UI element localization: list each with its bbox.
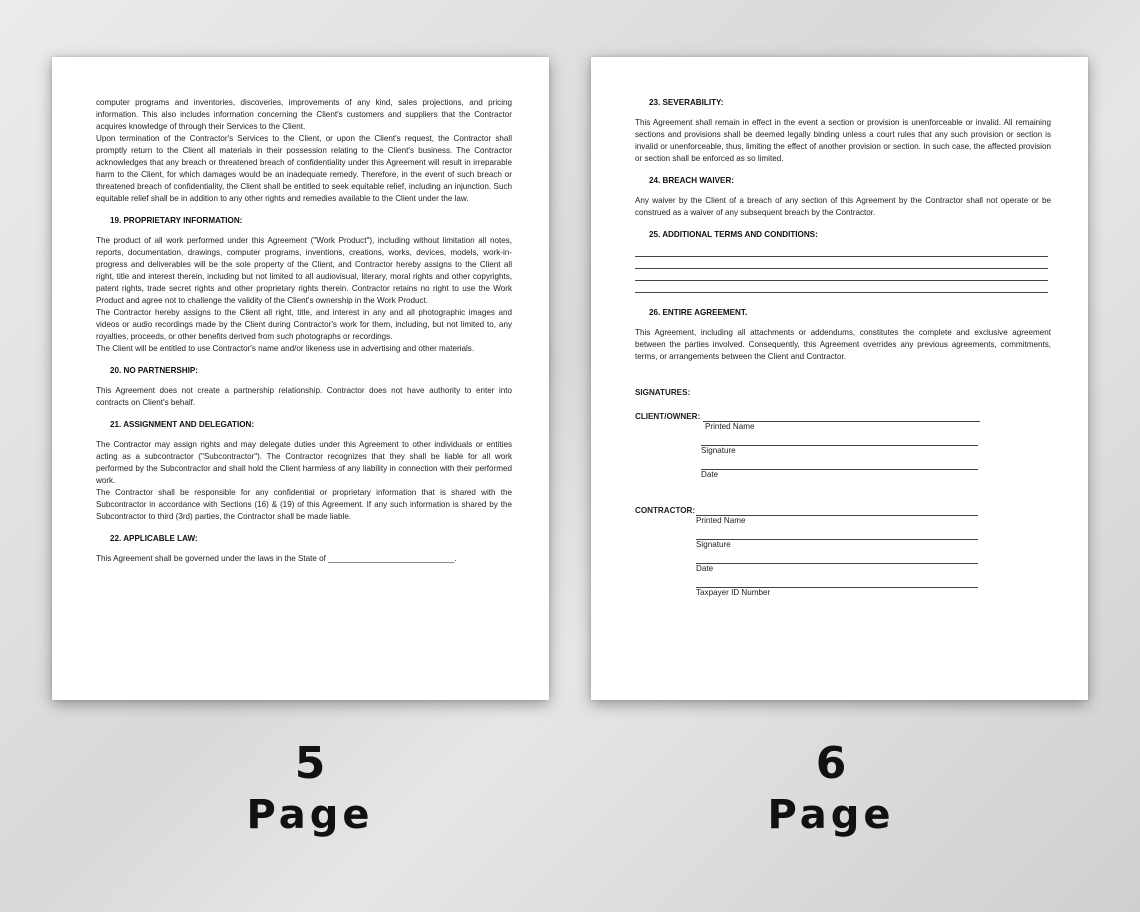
field-label: Date xyxy=(696,564,714,573)
signature-line xyxy=(701,459,978,470)
client-printed-name-field[interactable] xyxy=(703,411,981,435)
paragraph: The Client will be entitled to use Contractor's name and/or likeness use in advertising and other materials. xyxy=(96,344,475,353)
section-heading: 22. APPLICABLE LAW: xyxy=(110,534,198,543)
section-heading: 23. SEVERABILITY: xyxy=(649,98,724,107)
field-label: Printed Name xyxy=(705,422,755,431)
page-6-content xyxy=(635,97,1051,615)
field-label: Signature xyxy=(696,540,731,549)
paragraph: computer programs and inventories, discoveries, improvements of any kind, sales projections, and pricing information. This also includes information concerning the Client's customers and suppliers that the Contractor acquires knowledge of through their Services to the Client. xyxy=(96,98,512,131)
paragraph: The Contractor shall be responsible for any confidential or proprietary information that is shared with the Subcontractor in accordance with Sections (16) & (19) of this Agreement. If any such information is shared by the Subcontractor to third (3rd) parties, the Contractor shall be made liable. xyxy=(96,488,512,521)
client-fields xyxy=(703,411,981,483)
section-heading: 26. ENTIRE AGREEMENT. xyxy=(649,308,748,317)
signatures-heading: SIGNATURES: xyxy=(635,388,691,397)
paragraph: This Agreement shall remain in effect in the event a section or provision is unenforceable or invalid. All remaining sections and provisions shall be deemed legally binding unless a court rules that any such provision or section is invalid or unenforceable, thus, limiting the effect of another provision or section. In such case, the affected provision or section shall be enforced as so limited. xyxy=(635,118,1051,163)
section-heading: 20. NO PARTNERSHIP: xyxy=(110,366,198,375)
paragraph: This Agreement shall be governed under the laws in the State of ____________________________. xyxy=(96,554,457,563)
page-5-caption: Page xyxy=(246,792,374,838)
contractor-fields xyxy=(696,505,976,601)
paragraph: This Agreement does not create a partnership relationship. Contractor does not have authority to enter into contracts on Client's behalf. xyxy=(96,386,512,407)
blank-line xyxy=(635,269,1048,281)
page-6-caption: Page xyxy=(767,792,895,838)
document-page-5 xyxy=(52,57,549,700)
paragraph: The product of all work performed under this Agreement ("Work Product"), including without limitation all notes, reports, documentation, drawings, computer programs, inventions, creations, works, devices, models, work-in-progress and deliverables will be the sole property of the Client, and Contractor hereby assigns to the Client all right, title and interest therein, including but not limited to all audiovisual, literary, moral rights and other copyrights, patent rights, trade secret rights and other proprietary rights therein. Contractor retains no right to use the Work Product and agree not to challenge the validity of the Client's ownership in the Work Product. xyxy=(96,236,512,305)
field-label: Printed Name xyxy=(696,516,746,525)
paragraph: This Agreement, including all attachments or addendums, constitutes the complete and exclusive agreement between the parties involved. Consequently, this Agreement overrides any previous agreements, commitments, terms, or arrangements between the Client and Contractor. xyxy=(635,328,1051,361)
field-label: Date xyxy=(701,470,719,479)
contractor-signature-field[interactable] xyxy=(696,529,976,553)
section-heading: 19. PROPRIETARY INFORMATION: xyxy=(110,216,243,225)
contractor-date-field[interactable] xyxy=(696,553,976,577)
additional-terms-blank-lines xyxy=(635,245,1051,293)
document-page-6 xyxy=(591,57,1088,700)
blank-line xyxy=(635,257,1048,269)
client-date-field[interactable] xyxy=(703,459,981,483)
client-signature-block xyxy=(635,411,1051,501)
paragraph: The Contractor may assign rights and may delegate duties under this Agreement to other individuals or entities acting as a subcontractor ("Subcontractor"). The Contractor recognizes that they shall be liable for all work performed by the Subcontractor and shall hold the Client harmless of any liability in connection with their performed work. xyxy=(96,440,512,485)
contractor-signature-block xyxy=(635,505,1051,615)
page-6-number: 6 xyxy=(815,738,847,789)
paragraph: The Contractor hereby assigns to the Client all right, title, and interest in any and all photographic images and videos or audio recordings made by the Client during Contractor's work for them, including, but not limited to, any royalties, proceeds, or other benefits derived from such photographs or recordings. xyxy=(96,308,512,341)
signature-line xyxy=(696,529,978,540)
field-label: Taxpayer ID Number xyxy=(696,588,771,597)
client-signature-field[interactable] xyxy=(703,435,981,459)
page-5-number: 5 xyxy=(294,738,326,789)
blank-line xyxy=(635,245,1048,257)
page-5-content xyxy=(96,97,512,565)
signature-line xyxy=(701,435,978,446)
contractor-label: CONTRACTOR: xyxy=(635,506,696,515)
client-owner-label: CLIENT/OWNER: xyxy=(635,412,701,421)
signature-line xyxy=(696,553,978,564)
field-label: Signature xyxy=(701,446,736,455)
blank-line xyxy=(635,281,1048,293)
contractor-printed-name-field[interactable] xyxy=(696,505,976,529)
section-heading: 25. ADDITIONAL TERMS AND CONDITIONS: xyxy=(649,230,818,239)
paragraph: Any waiver by the Client of a breach of any section of this Agreement by the Contractor shall not operate or be construed as a waiver of any subsequent breach by the Contractor. xyxy=(635,196,1051,217)
section-heading: 21. ASSIGNMENT AND DELEGATION: xyxy=(110,420,255,429)
section-heading: 24. BREACH WAIVER: xyxy=(649,176,734,185)
paragraph: Upon termination of the Contractor's Services to the Client, or upon the Client's request, the Contractor shall promptly return to the Client all materials in their possession relating to the Client's business. The Contractor acknowledges that any breach or threatened breach of confidentiality under this Agreement will result in irreparable harm to the Client, for which damages would be an inadequate remedy. Therefore, in the event of such breach or threatened breach of confidentiality, the Client shall be entitled to seek equitable relief, including an injunction. Such equitable relief shall be in addition to any other rights and remedies available to the Client under the law. xyxy=(96,134,512,203)
contractor-taxpayer-id-field[interactable] xyxy=(696,577,976,601)
